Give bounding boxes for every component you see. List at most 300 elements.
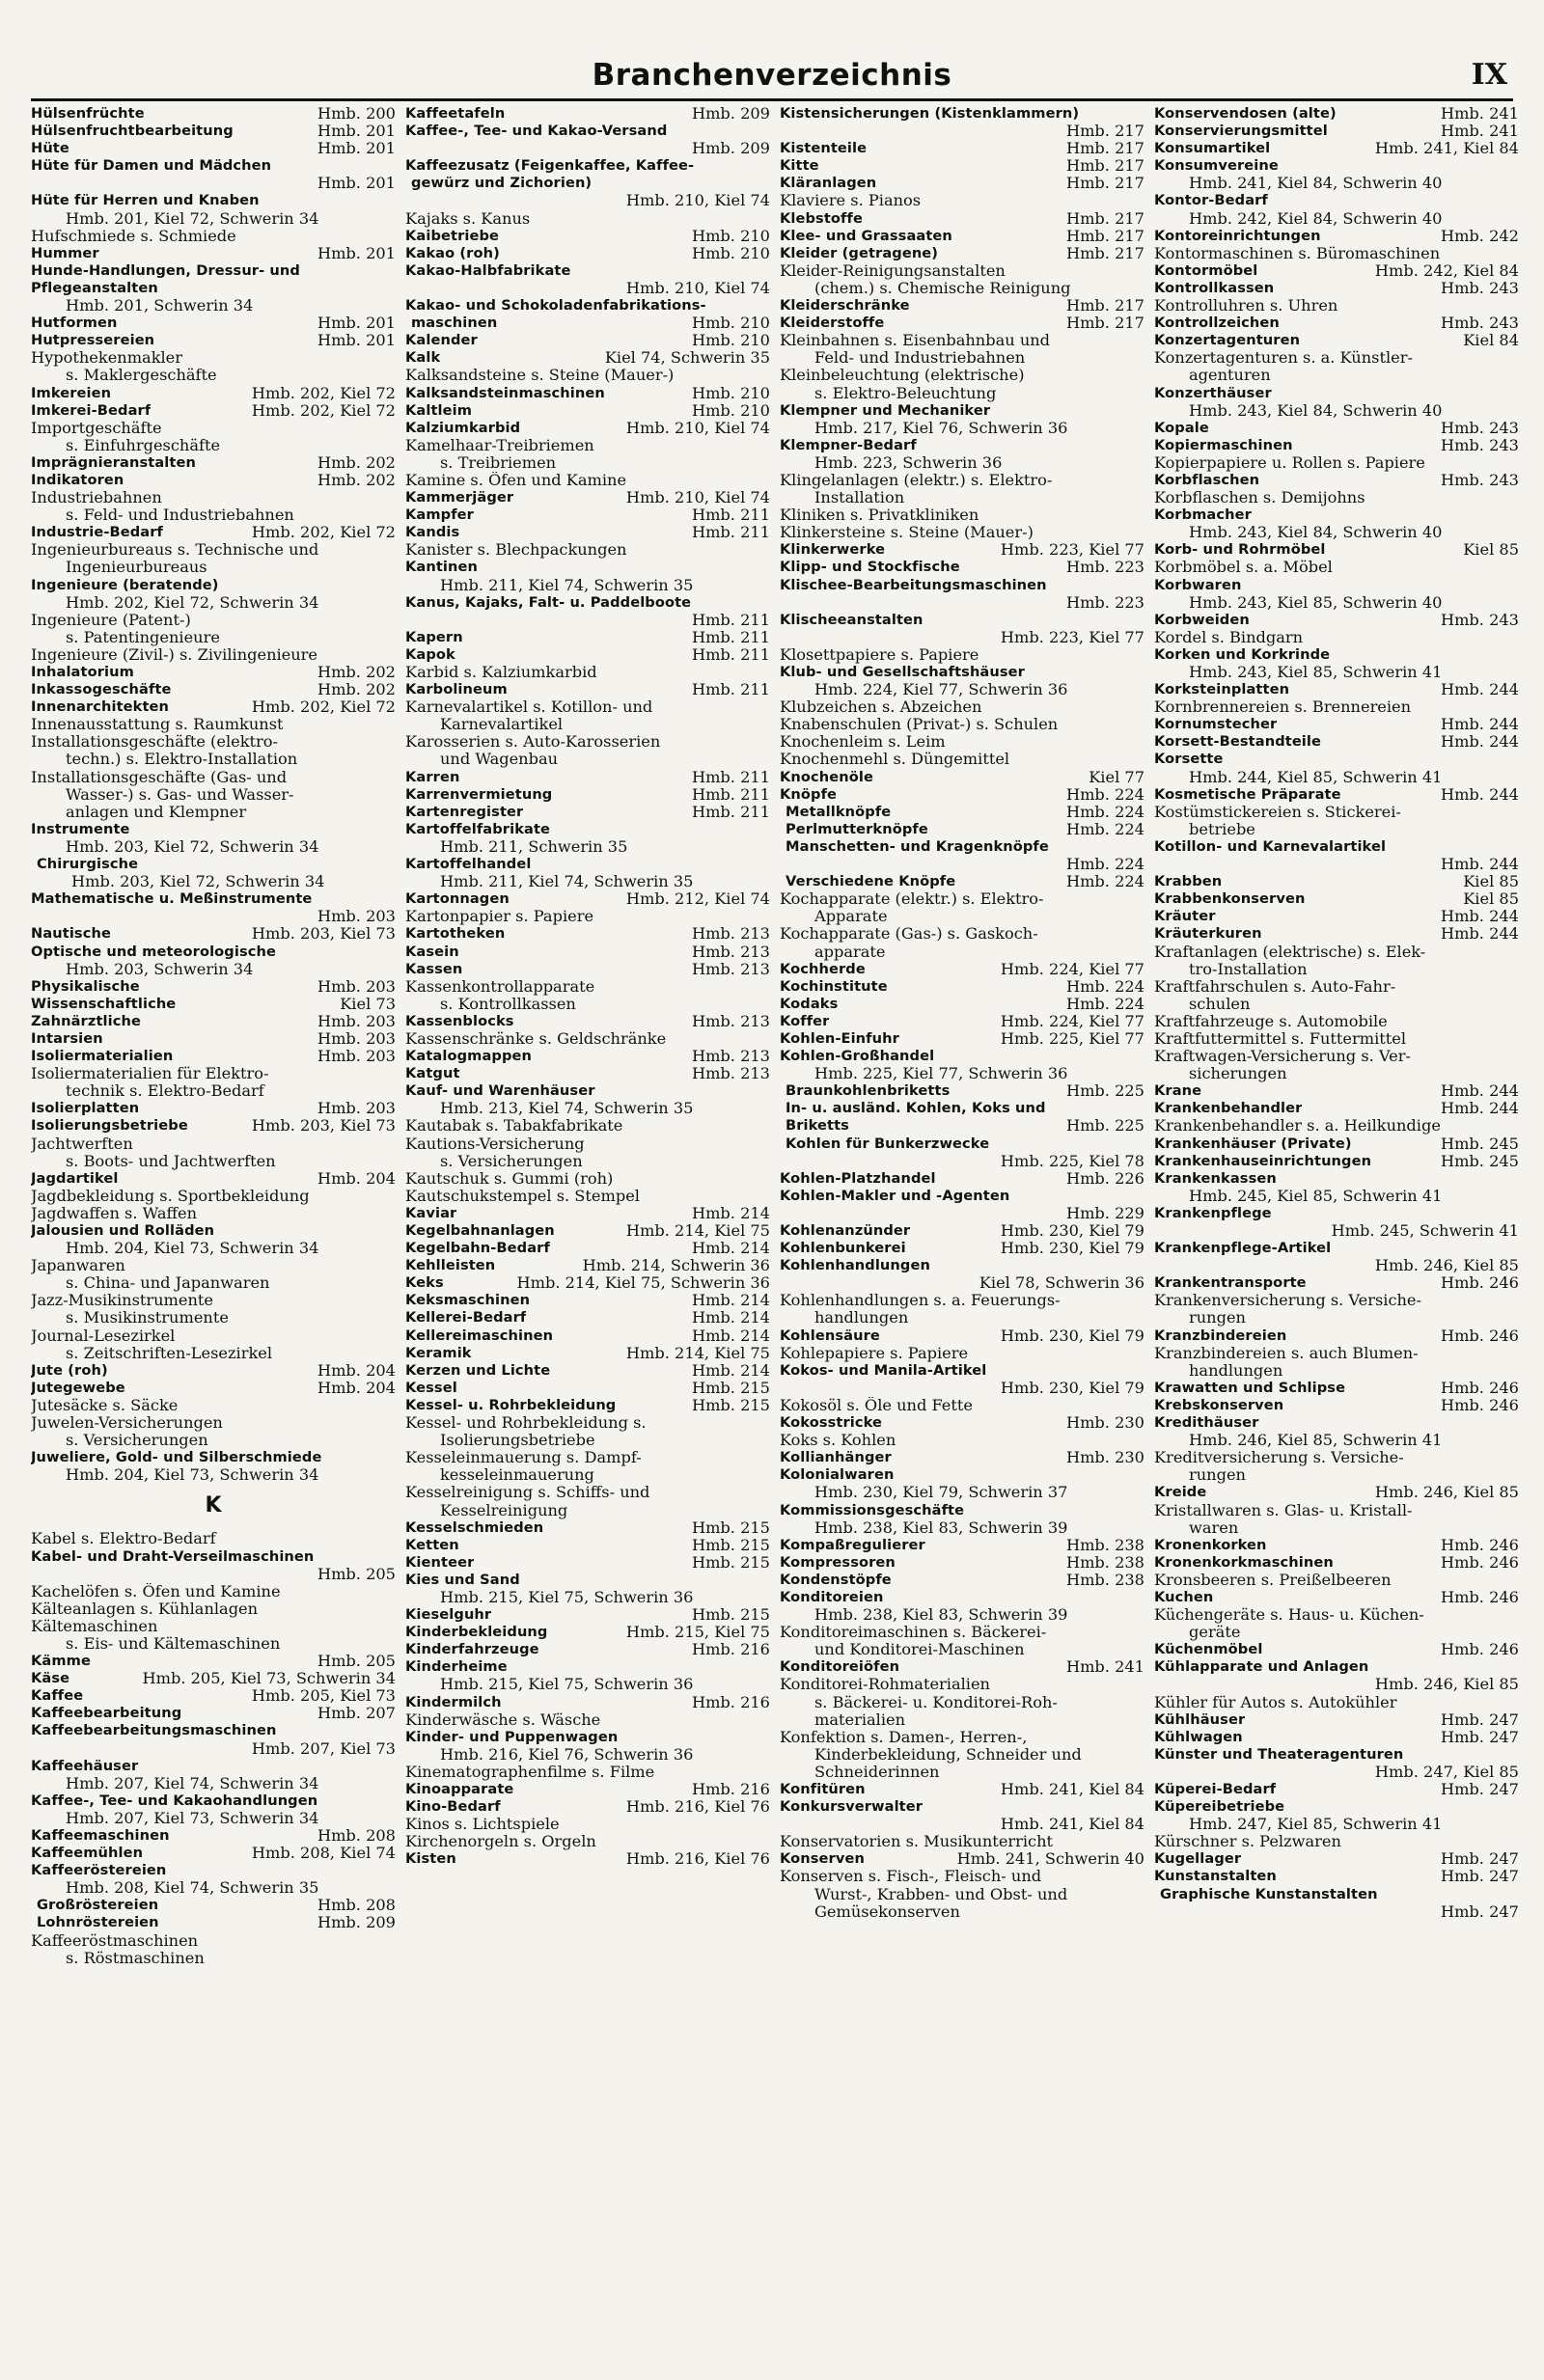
entry-reference: Hmb. 205, Kiel 73 bbox=[251, 1686, 396, 1706]
entry-continuation: agenturen bbox=[1189, 366, 1271, 385]
entry-term: Korksteinplatten bbox=[1154, 681, 1290, 698]
index-entry bbox=[405, 1414, 770, 1449]
index-entry bbox=[405, 769, 770, 786]
entry-row bbox=[780, 245, 1144, 262]
index-entry bbox=[780, 1502, 1144, 1537]
index-entry bbox=[1154, 1572, 1519, 1589]
entry-reference: Hmb. 210, Kiel 74 bbox=[625, 488, 770, 507]
entry-row bbox=[780, 786, 1144, 804]
entry-reference: Hmb. 215 bbox=[691, 1395, 770, 1414]
entry-row bbox=[1154, 1589, 1519, 1606]
entry-term: Kronsbeeren s. Preißelbeeren bbox=[1154, 1571, 1392, 1589]
index-entry bbox=[780, 1327, 1144, 1345]
entry-row bbox=[780, 961, 1144, 978]
index-entry bbox=[405, 332, 770, 349]
index-entry bbox=[780, 1222, 1144, 1240]
index-entry bbox=[780, 1414, 1144, 1432]
entry-term: Kontrollzeichen bbox=[1154, 315, 1280, 332]
entry-reference: Kiel 77 bbox=[1089, 767, 1144, 786]
entry-continuation: handlungen bbox=[814, 1308, 909, 1327]
index-entry bbox=[1154, 123, 1519, 140]
index-entry bbox=[780, 1013, 1144, 1030]
entry-continuation: Hmb. 238, Kiel 83, Schwerin 39 bbox=[814, 1518, 1068, 1537]
entry-reference: Hmb. 224 bbox=[1065, 784, 1144, 804]
entry-term: Kassenblocks bbox=[405, 1012, 514, 1029]
entry-term: Knochenöle bbox=[780, 768, 873, 785]
entry-row bbox=[1154, 1082, 1519, 1100]
column-4 bbox=[1154, 105, 1519, 1967]
entry-term: Kunstanstalten bbox=[1154, 1868, 1277, 1885]
index-entry bbox=[780, 1170, 1144, 1188]
entry-row bbox=[780, 559, 1144, 576]
entry-reference: Hmb. 241, Kiel 84 bbox=[1000, 1815, 1144, 1834]
index-entry bbox=[31, 1257, 396, 1292]
entry-row bbox=[405, 1257, 770, 1274]
entry-reference: Hmb. 210 bbox=[691, 243, 770, 262]
sub-entry bbox=[780, 838, 1144, 873]
entry-row bbox=[31, 925, 396, 943]
entry-term: Kanister s. Blechpackungen bbox=[405, 541, 627, 560]
entry-continuation: s. Zeitschriften-Lesezirkel bbox=[66, 1343, 273, 1362]
entry-reference: Hmb. 246, Kiel 85 bbox=[1374, 1675, 1519, 1694]
index-entry bbox=[1154, 245, 1519, 262]
entry-term: Kesseleinmauerung s. Dampf- bbox=[405, 1449, 642, 1467]
entry-term: Küchengeräte s. Haus- u. Küchen- bbox=[1154, 1606, 1424, 1625]
entry-term: Kohlen-Makler und -Agenten bbox=[780, 1187, 1010, 1204]
entry-term: Nautische bbox=[31, 925, 111, 943]
entry-term: Hutformen bbox=[31, 315, 118, 332]
sub-entry bbox=[31, 1914, 396, 1931]
entry-term: Kotillon- und Karnevalartikel bbox=[1154, 837, 1387, 855]
index-entry bbox=[1154, 192, 1519, 227]
entry-term: Krankentransporte bbox=[1154, 1274, 1307, 1292]
sub-entry bbox=[780, 1100, 1144, 1117]
entry-reference: Hmb. 205 bbox=[317, 1652, 396, 1671]
index-entry bbox=[405, 506, 770, 524]
columns bbox=[31, 105, 1519, 1967]
index-entry bbox=[780, 1624, 1144, 1658]
entry-reference: Hmb. 216, Kiel 76 bbox=[625, 1849, 770, 1869]
entry-term: Knochenmehl s. Düngemittel bbox=[780, 751, 1010, 769]
entry-reference: Hmb. 223 bbox=[1065, 592, 1144, 612]
entry-term: Krankenbehandler s. a. Heilkundige bbox=[1154, 1117, 1441, 1135]
sub-entry bbox=[780, 804, 1144, 821]
entry-term: Hüte für Damen und Mädchen bbox=[31, 157, 272, 175]
index-entry bbox=[780, 175, 1144, 192]
entry-row bbox=[780, 175, 1144, 192]
entry-term: Kandis bbox=[405, 524, 460, 541]
entry-reference: Hmb. 246 bbox=[1440, 1535, 1519, 1554]
entry-row bbox=[780, 1030, 1144, 1048]
entry-term: Kronenkorkmaschinen bbox=[1154, 1553, 1334, 1571]
index-entry bbox=[405, 733, 770, 768]
entry-reference: Hmb. 211 bbox=[691, 506, 770, 525]
entry-reference: Hmb. 203 bbox=[317, 1028, 396, 1048]
index-entry bbox=[31, 1030, 396, 1048]
entry-term: Konditoreimaschinen s. Bäckerei- bbox=[780, 1624, 1047, 1642]
index-entry bbox=[31, 1862, 396, 1897]
entry-reference: Hmb. 213 bbox=[691, 1047, 770, 1066]
entry-term: Kranzbindereien s. auch Blumen- bbox=[1154, 1344, 1419, 1362]
entry-term: Kakao-Halbfabrikate bbox=[405, 261, 571, 279]
entry-row bbox=[1154, 123, 1519, 140]
entry-continuation: s. Musikinstrumente bbox=[66, 1308, 229, 1327]
entry-term: Kontormöbel bbox=[1154, 261, 1258, 279]
index-entry bbox=[780, 1257, 1144, 1292]
entry-term: Kompressoren bbox=[780, 1553, 896, 1571]
entry-term: Klebstoffe bbox=[780, 209, 863, 227]
entry-term: Kontor-Bedarf bbox=[1154, 192, 1268, 209]
index-entry bbox=[780, 1676, 1144, 1728]
index-entry bbox=[405, 1309, 770, 1327]
entry-reference: Hmb. 217 bbox=[1065, 174, 1144, 193]
index-entry bbox=[31, 1792, 396, 1827]
entry-reference: Hmb. 211 bbox=[691, 627, 770, 646]
index-entry bbox=[31, 1548, 396, 1583]
entry-reference: Hmb. 215 bbox=[691, 1605, 770, 1625]
entry-row bbox=[405, 646, 770, 664]
entry-reference: Hmb. 213 bbox=[691, 942, 770, 961]
index-entry bbox=[31, 1327, 396, 1362]
entry-reference: Hmb. 238 bbox=[1065, 1535, 1144, 1554]
index-entry bbox=[31, 978, 396, 996]
entry-term: Klingelanlagen (elektr.) s. Elektro- bbox=[780, 471, 1053, 489]
entry-term: Korsett-Bestandteile bbox=[1154, 733, 1322, 751]
index-entry bbox=[405, 1694, 770, 1711]
entry-term: Korbmöbel s. a. Möbel bbox=[1154, 559, 1333, 577]
entry-reference: Hmb. 241, Schwerin 40 bbox=[956, 1849, 1144, 1869]
entry-row bbox=[31, 472, 396, 489]
entry-term: Karnevalartikel s. Kotillon- und bbox=[405, 698, 653, 717]
entry-reference: Hmb. 241, Kiel 84 bbox=[1374, 139, 1519, 158]
entry-term: Klischee-Bearbeitungsmaschinen bbox=[780, 576, 1047, 593]
entry-term: Klinkersteine s. Steine (Mauer-) bbox=[780, 524, 1034, 542]
entry-row bbox=[405, 1274, 770, 1292]
entry-term: Zahnärztliche bbox=[31, 1012, 141, 1029]
entry-reference: Hmb. 202 bbox=[317, 470, 396, 489]
entry-term: Kleiderschränke bbox=[780, 297, 910, 315]
entry-term: Hüte für Herren und Knaben bbox=[31, 192, 260, 209]
entry-reference: Kiel 84 bbox=[1463, 331, 1519, 350]
entry-term: Lohnröstereien bbox=[37, 1914, 159, 1931]
entry-continuation: Ingenieurbureaus bbox=[66, 558, 207, 577]
entry-term: Jutesäcke s. Säcke bbox=[31, 1396, 179, 1414]
entry-term: Inkassogeschäfte bbox=[31, 681, 172, 698]
index-entry bbox=[405, 1798, 770, 1816]
entry-term: Kürschner s. Pelzwaren bbox=[1154, 1833, 1341, 1851]
entry-reference: Hmb. 242, Kiel 84 bbox=[1374, 260, 1519, 280]
entry-term: Importgeschäfte bbox=[31, 419, 162, 437]
index-entry bbox=[405, 472, 770, 489]
entry-row bbox=[405, 1065, 770, 1082]
entry-reference: Hmb. 243 bbox=[1440, 435, 1519, 454]
entry-reference: Hmb. 208, Kiel 74 bbox=[251, 1844, 396, 1863]
entry-continuation: und Wagenbau bbox=[440, 750, 559, 769]
index-entry bbox=[1154, 751, 1519, 785]
entry-row bbox=[31, 1827, 396, 1845]
entry-term: Kachelöfen s. Öfen und Kamine bbox=[31, 1582, 281, 1600]
entry-reference: Hmb. 203 bbox=[317, 976, 396, 996]
entry-term: Ketten bbox=[405, 1536, 459, 1553]
index-entry bbox=[1154, 420, 1519, 437]
entry-term: Konfektion s. Damen-, Herren-, bbox=[780, 1728, 1028, 1746]
entry-term: Juwelen-Versicherungen bbox=[31, 1414, 223, 1433]
entry-term: Jazz-Musikinstrumente bbox=[31, 1292, 213, 1310]
entry-reference: Hmb. 247 bbox=[1440, 1849, 1519, 1869]
index-entry bbox=[1154, 944, 1519, 978]
index-entry bbox=[31, 944, 396, 978]
entry-reference: Hmb. 211 bbox=[691, 610, 770, 629]
entry-term: Kino-Bedarf bbox=[405, 1798, 501, 1816]
entry-reference: Hmb. 214, Kiel 75 bbox=[625, 1221, 770, 1240]
entry-reference: Hmb. 224, Kiel 77 bbox=[1000, 1011, 1144, 1030]
entry-row bbox=[1154, 420, 1519, 437]
entry-term: Kinematographenfilme s. Filme bbox=[405, 1763, 655, 1781]
entry-term: Kantinen bbox=[405, 559, 479, 576]
entry-continuation: Hmb. 203, Schwerin 34 bbox=[66, 959, 254, 978]
entry-reference: Kiel 85 bbox=[1463, 540, 1519, 560]
entry-term: Krankenhauseinrichtungen bbox=[1154, 1152, 1372, 1169]
entry-term: Künster und Theateragenturen bbox=[1154, 1745, 1404, 1763]
index-entry bbox=[1154, 437, 1519, 454]
entry-reference: Hmb. 213 bbox=[691, 1064, 770, 1083]
index-entry bbox=[405, 978, 770, 1013]
entry-reference: Hmb. 203, Kiel 73 bbox=[251, 1116, 396, 1135]
index-entry bbox=[31, 612, 396, 646]
index-entry bbox=[780, 472, 1144, 506]
entry-continuation: Hmb. 225, Kiel 77, Schwerin 36 bbox=[814, 1064, 1068, 1083]
index-entry bbox=[1154, 1606, 1519, 1641]
index-entry bbox=[780, 559, 1144, 576]
entry-row bbox=[786, 821, 1144, 838]
entry-term: Konfitüren bbox=[780, 1781, 866, 1797]
entry-continuation: s. Eis- und Kältemaschinen bbox=[66, 1633, 281, 1653]
entry-reference: Hmb. 202 bbox=[317, 452, 396, 472]
index-entry bbox=[405, 1572, 770, 1606]
sub-entry bbox=[405, 175, 770, 209]
index-entry bbox=[780, 1833, 1144, 1850]
entry-term: Krankenbehandler bbox=[1154, 1100, 1303, 1117]
column-3 bbox=[780, 105, 1144, 1967]
entry-row bbox=[1154, 681, 1519, 698]
index-entry bbox=[1154, 629, 1519, 646]
entry-row bbox=[405, 1554, 770, 1572]
entry-reference: Hmb. 217 bbox=[1065, 156, 1144, 176]
entry-term: Kohlenanzünder bbox=[780, 1222, 911, 1239]
entry-reference: Hmb. 244 bbox=[1440, 907, 1519, 926]
entry-term: Konsumartikel bbox=[1154, 140, 1271, 157]
entry-reference: Hmb. 243 bbox=[1440, 418, 1519, 437]
index-entry bbox=[31, 1048, 396, 1065]
entry-term: Kesselschmieden bbox=[405, 1518, 544, 1536]
entry-row bbox=[405, 804, 770, 821]
entry-term: Konditorei-Rohmaterialien bbox=[780, 1676, 990, 1694]
entry-continuation: handlungen bbox=[1189, 1360, 1283, 1380]
entry-continuation: rungen bbox=[1189, 1465, 1246, 1485]
entry-row bbox=[405, 1240, 770, 1257]
entry-reference: Hmb. 202 bbox=[317, 680, 396, 699]
column-1 bbox=[31, 105, 396, 1967]
entry-term: Klee- und Grassaaten bbox=[780, 227, 952, 244]
index-entry bbox=[405, 1082, 770, 1117]
sub-entry bbox=[31, 1897, 396, 1914]
entry-term: Klub- und Gesellschaftshäuser bbox=[780, 664, 1025, 680]
index-entry bbox=[31, 1705, 396, 1722]
index-entry bbox=[31, 1530, 396, 1547]
entry-row bbox=[405, 349, 770, 367]
index-entry bbox=[780, 925, 1144, 960]
entry-term: Inhalatorium bbox=[31, 664, 134, 680]
entry-reference: Hmb. 211 bbox=[691, 767, 770, 786]
entry-reference: Hmb. 247, Kiel 85 bbox=[1374, 1762, 1519, 1781]
index-entry bbox=[1154, 454, 1519, 472]
index-entry bbox=[405, 1781, 770, 1798]
entry-row bbox=[1154, 1153, 1519, 1170]
index-entry bbox=[31, 1653, 396, 1670]
entry-term: Konsumvereine bbox=[1154, 157, 1279, 175]
entry-row bbox=[405, 245, 770, 262]
index-entry bbox=[780, 1362, 1144, 1397]
index-entry bbox=[1154, 873, 1519, 890]
entry-row bbox=[31, 978, 396, 996]
entry-term: Kistensicherungen (Kistenklammern) bbox=[780, 105, 1080, 122]
entry-term: Kleiderstoffe bbox=[780, 315, 885, 332]
index-entry bbox=[31, 192, 396, 227]
index-entry bbox=[780, 1537, 1144, 1554]
entry-row bbox=[405, 420, 770, 437]
entry-reference: Hmb. 216 bbox=[691, 1692, 770, 1711]
entry-row bbox=[31, 402, 396, 420]
index-entry bbox=[780, 646, 1144, 664]
index-entry bbox=[405, 1065, 770, 1082]
index-entry bbox=[31, 890, 396, 925]
entry-term: Japanwaren bbox=[31, 1257, 125, 1275]
index-entry bbox=[405, 1205, 770, 1222]
entry-term: Jagdbekleidung s. Sportbekleidung bbox=[31, 1187, 310, 1205]
entry-term: Korbwaren bbox=[1154, 576, 1242, 593]
entry-term: Optische und meteorologische bbox=[31, 943, 276, 960]
entry-row bbox=[780, 1240, 1144, 1257]
entry-term: Kaffeeröstmaschinen bbox=[31, 1931, 199, 1950]
entry-reference: Hmb. 238 bbox=[1065, 1552, 1144, 1572]
index-entry bbox=[1154, 559, 1519, 576]
entry-reference: Hmb. 216 bbox=[691, 1640, 770, 1659]
entry-term: Konditoreien bbox=[780, 1588, 884, 1605]
entry-term: Kaffee-, Tee- und Kakaohandlungen bbox=[31, 1792, 318, 1809]
entry-reference: Hmb. 245 bbox=[1440, 1134, 1519, 1153]
entry-term: Jalousien und Rolläden bbox=[31, 1222, 215, 1239]
entry-row bbox=[780, 1170, 1144, 1188]
entry-reference: Hmb. 244 bbox=[1440, 855, 1519, 874]
index-entry bbox=[1154, 349, 1519, 384]
index-entry bbox=[405, 541, 770, 559]
entry-reference: Hmb. 224, Kiel 77 bbox=[1000, 959, 1144, 978]
entry-reference: Hmb. 217 bbox=[1065, 296, 1144, 315]
index-entry bbox=[31, 1670, 396, 1687]
entry-row bbox=[405, 1205, 770, 1222]
index-entry bbox=[31, 123, 396, 140]
entry-continuation: Hmb. 217, Kiel 76, Schwerin 36 bbox=[814, 418, 1068, 437]
entry-row bbox=[1154, 262, 1519, 280]
entry-row bbox=[780, 228, 1144, 245]
entry-term: Kessel bbox=[405, 1379, 457, 1396]
index-entry bbox=[405, 961, 770, 978]
entry-reference: Hmb. 208 bbox=[317, 1826, 396, 1845]
entry-reference: Hmb. 215, Kiel 75 bbox=[625, 1623, 770, 1642]
entry-term: Kräuterkuren bbox=[1154, 925, 1262, 943]
index-entry bbox=[1154, 472, 1519, 489]
entry-row bbox=[780, 1658, 1144, 1676]
entry-row bbox=[31, 1100, 396, 1117]
entry-reference: Hmb. 230 bbox=[1065, 1448, 1144, 1467]
entry-term: Kies und Sand bbox=[405, 1571, 520, 1588]
index-entry bbox=[405, 489, 770, 506]
index-entry bbox=[31, 1362, 396, 1380]
section-letter: K bbox=[205, 1493, 222, 1518]
entry-continuation: Hmb. 216, Kiel 76, Schwerin 36 bbox=[440, 1744, 694, 1764]
entry-term: Kellerei-Bedarf bbox=[405, 1309, 527, 1327]
entry-row bbox=[405, 1048, 770, 1065]
entry-row bbox=[405, 385, 770, 402]
entry-term: Korbmacher bbox=[1154, 506, 1252, 524]
entry-row bbox=[31, 245, 396, 262]
entry-reference: Hmb. 209 bbox=[691, 105, 770, 123]
index-entry bbox=[780, 1868, 1144, 1920]
entry-continuation: s. Versicherungen bbox=[66, 1431, 208, 1450]
entry-reference: Hmb. 230 bbox=[1065, 1413, 1144, 1433]
index-entry bbox=[780, 1466, 1144, 1501]
index-entry bbox=[405, 1222, 770, 1240]
index-entry bbox=[31, 1687, 396, 1705]
entry-row bbox=[1154, 541, 1519, 559]
entry-row bbox=[31, 1117, 396, 1135]
entry-continuation: s. Versicherungen bbox=[440, 1151, 583, 1170]
entry-reference: Hmb. 225 bbox=[1065, 1081, 1144, 1101]
index-entry bbox=[1154, 1729, 1519, 1746]
entry-term: Kleinbeleuchtung (elektrische) bbox=[780, 367, 1025, 385]
entry-reference: Hmb. 246 bbox=[1440, 1587, 1519, 1606]
entry-row bbox=[780, 1850, 1144, 1868]
index-entry bbox=[780, 996, 1144, 1013]
entry-term: Kokosstricke bbox=[780, 1414, 883, 1432]
entry-term: Industrie-Bedarf bbox=[31, 524, 163, 541]
entry-reference: Hmb. 224 bbox=[1065, 976, 1144, 996]
entry-row bbox=[31, 385, 396, 402]
index-entry bbox=[405, 297, 770, 315]
entry-row bbox=[780, 1537, 1144, 1554]
entry-row bbox=[780, 1572, 1144, 1589]
entry-reference: Hmb. 217 bbox=[1065, 139, 1144, 158]
entry-reference: Hmb. 217 bbox=[1065, 226, 1144, 245]
entry-term: Hüte bbox=[31, 140, 69, 157]
entry-reference: Hmb. 207, Kiel 73 bbox=[251, 1738, 396, 1758]
entry-reference: Hmb. 214, Schwerin 36 bbox=[582, 1256, 770, 1275]
entry-row bbox=[1154, 1380, 1519, 1397]
entry-term: Kaviar bbox=[405, 1204, 457, 1221]
entry-reference: Hmb. 247 bbox=[1440, 1780, 1519, 1798]
index-entry bbox=[31, 105, 396, 123]
index-entry bbox=[405, 1519, 770, 1537]
entry-row bbox=[780, 1327, 1144, 1345]
entry-reference: Hmb. 215 bbox=[691, 1552, 770, 1572]
entry-row bbox=[405, 1345, 770, 1362]
index-entry bbox=[405, 594, 770, 629]
entry-term: Journal-Lesezirkel bbox=[31, 1327, 176, 1345]
entry-row bbox=[405, 489, 770, 506]
index-entry bbox=[780, 1589, 1144, 1624]
entry-term: Kopierpapiere u. Rollen s. Papiere bbox=[1154, 453, 1425, 472]
entry-continuation: (chem.) s. Chemische Reinigung bbox=[814, 278, 1071, 297]
